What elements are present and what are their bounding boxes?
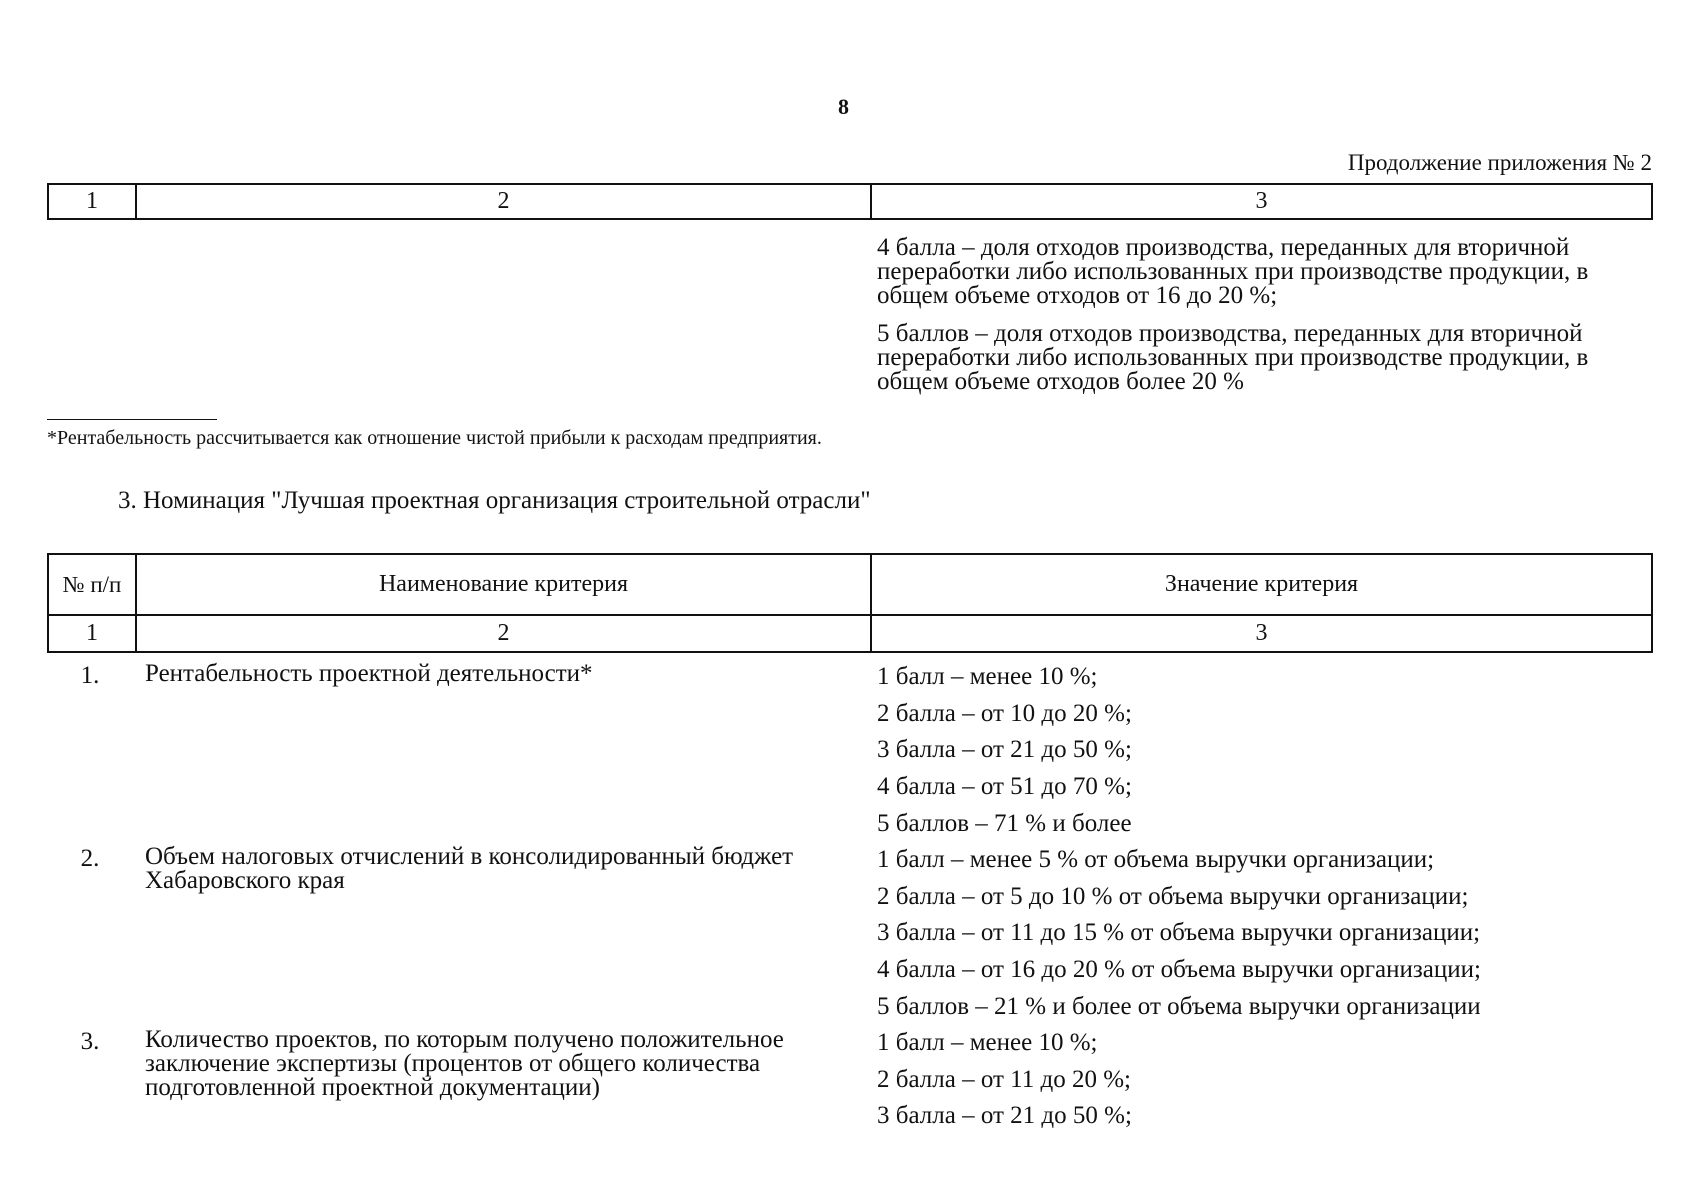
column-number-2: 2 — [136, 184, 871, 219]
continuation-value-5-points: 5 баллов – доля отходов производства, переданных для вторичной переработки либо использованных при производстве продукции, в общем объеме отходов более 20 % — [877, 320, 1589, 395]
continuation-value-4-points: 4 балла – доля отходов производства, переданных для вторичной переработки либо использованных при производстве продукции, в общем объеме отходов от 16 до 20 %; — [877, 234, 1589, 309]
criterion-value: 1 балл – менее 5 % от объема выручки организации; — [877, 846, 1435, 873]
column-number-1: 1 — [48, 615, 136, 652]
criterion-name: Рентабельность проектной деятельности* — [145, 660, 593, 687]
page-number: 8 — [838, 94, 849, 119]
criterion-value: 2 балла – от 5 до 10 % от объема выручки организации; — [877, 883, 1469, 910]
criterion-value: 1 балл – менее 10 %; — [877, 1029, 1098, 1056]
criterion-value: 2 балла – от 10 до 20 %; — [877, 700, 1132, 727]
criterion-value: 2 балла – от 11 до 20 %; — [877, 1066, 1131, 1093]
row-number: 3. — [80, 1028, 100, 1055]
criterion-name: Количество проектов, по которым получено положительное заключение экспертизы (процентов от общего количества подготовленной проектной документации) — [145, 1026, 784, 1101]
footnote: *Рентабельность рассчитывается как отношение чистой прибыли к расходам предприятия. — [47, 427, 822, 449]
criteria-table-header — [47, 553, 1653, 653]
criterion-name: Объем налоговых отчислений в консолидированный бюджет Хабаровского края — [145, 843, 794, 894]
row-number: 2. — [80, 845, 100, 872]
row-number: 1. — [80, 662, 100, 689]
column-number-3: 3 — [871, 184, 1652, 219]
continuation-label: Продолжение приложения № 2 — [1347, 150, 1652, 175]
criterion-value: 1 балл – менее 10 %; — [877, 663, 1098, 690]
footnote-divider — [47, 419, 217, 420]
column-number-3: 3 — [871, 615, 1652, 652]
criterion-value: 4 балла – от 51 до 70 %; — [877, 773, 1132, 800]
header-name: Наименование критерия — [136, 554, 871, 615]
criterion-value: 3 балла – от 21 до 50 %; — [877, 736, 1132, 763]
criterion-value: 5 баллов – 21 % и более от объема выручки организации — [877, 993, 1481, 1020]
header-value: Значение критерия — [871, 554, 1652, 615]
nomination-title: 3. Номинация "Лучшая проектная организация строительной отрасли" — [118, 487, 871, 514]
criterion-value: 3 балла – от 21 до 50 %; — [877, 1102, 1132, 1129]
column-number-1: 1 — [48, 184, 136, 219]
header-number: № п/п — [48, 554, 136, 615]
column-number-header-top — [47, 183, 1653, 220]
column-number-2: 2 — [136, 615, 871, 652]
criterion-value: 5 баллов – 71 % и более — [877, 810, 1132, 837]
criterion-value: 4 балла – от 16 до 20 % от объема выручки организации; — [877, 956, 1481, 983]
criterion-value: 3 балла – от 11 до 15 % от объема выручки организации; — [877, 919, 1481, 946]
